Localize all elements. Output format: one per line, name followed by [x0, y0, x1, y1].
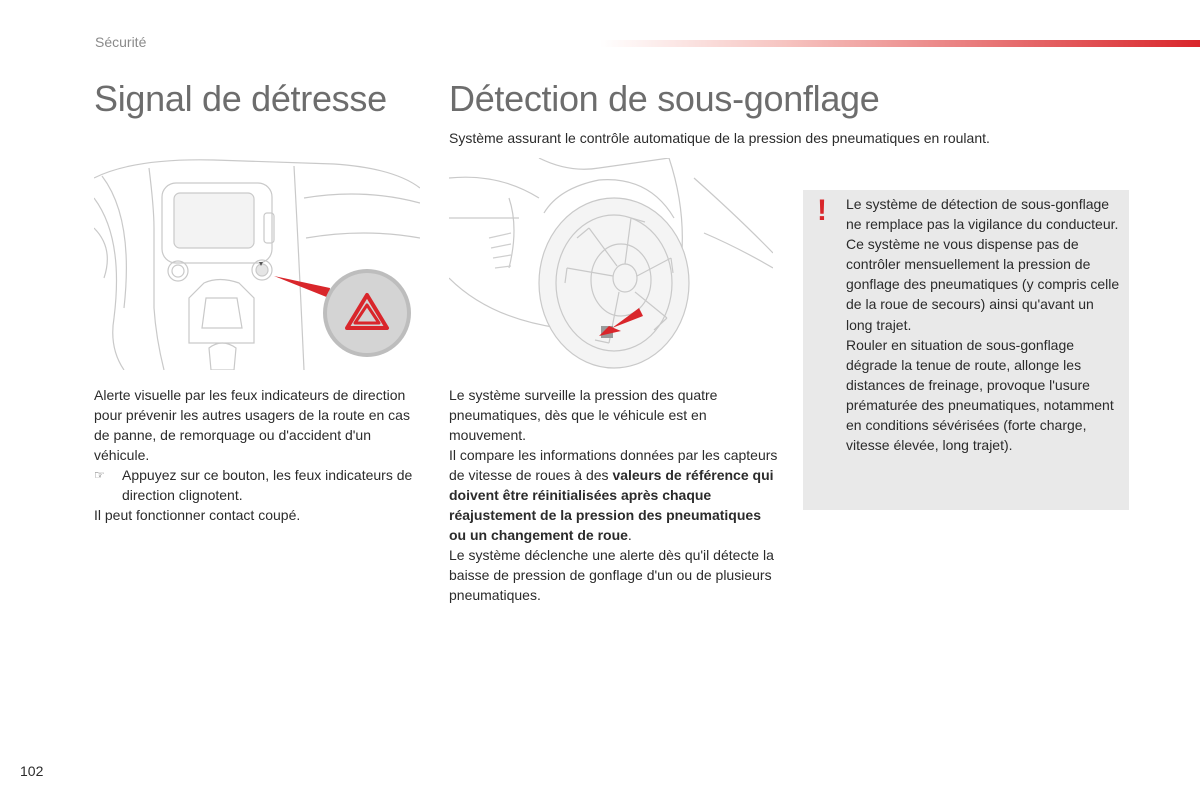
warning-paragraph-1: Le système de détection de sous-gonflage ne remplace pas la vigilance du conducteur. — [846, 196, 1119, 233]
underinflation-description — [449, 385, 779, 605]
underinflation-paragraph-3: Le système déclenche une alerte dès qu'il détecte la baisse de pression de gonflage d'un ou de plusieurs pneumatiques. — [449, 547, 774, 603]
hazard-bullet-text: Appuyez sur ce bouton, les feux indicateurs de direction clignotent. — [122, 467, 413, 503]
hazard-description — [94, 385, 414, 525]
page-number: 102 — [20, 763, 44, 779]
header-accent-bar — [600, 40, 1200, 47]
hazard-bullet — [94, 465, 414, 505]
underinflation-paragraph-1: Le système surveille la pression des quatre pneumatiques, dès que le véhicule est en mouvement. — [449, 387, 718, 443]
underinflation-paragraph-2: Il compare les informations données par les capteurs de vitesse de roues à des valeurs de référence qui doivent être réinitialisées après chaque réajustement de la pression des pneumatiques ou un changement de roue. — [449, 447, 778, 543]
warning-paragraph-3: Rouler en situation de sous-gonflage dégrade la tenue de route, allonge les distances de freinage, provoque l'usure prématurée des pneumatiques, notamment en conditions sévérisées (forte charge, vitesse élevée, long trajet). — [846, 336, 1114, 454]
tire-illustration — [449, 158, 773, 370]
subtitle-underinflation: Système assurant le contrôle automatique de la pression des pneumatiques en roulant. — [449, 130, 990, 146]
warning-paragraph-2: Ce système ne vous dispense pas de contrôler mensuellement la pression de gonflage des pneumatiques (y compris celle de la roue de secours) ainsi qu'avant un long trajet. — [846, 236, 1120, 333]
title-hazard-signal: Signal de détresse — [94, 78, 387, 119]
hazard-paragraph-2: Il peut fonctionner contact coupé. — [94, 507, 301, 523]
warning-box — [803, 190, 1129, 510]
exclamation-icon: ! — [817, 194, 827, 227]
finger-pointer-icon: ☞ — [94, 468, 105, 482]
hazard-paragraph-1: Alerte visuelle par les feux indicateurs de direction pour prévenir les autres usagers de la route en cas de panne, de remorquage ou d'accident d'un véhicule. — [94, 387, 410, 463]
title-underinflation-detection: Détection de sous-gonflage — [449, 78, 880, 119]
hazard-button-illustration — [94, 158, 420, 370]
warning-text — [846, 194, 1121, 455]
section-label: Sécurité — [95, 34, 147, 50]
